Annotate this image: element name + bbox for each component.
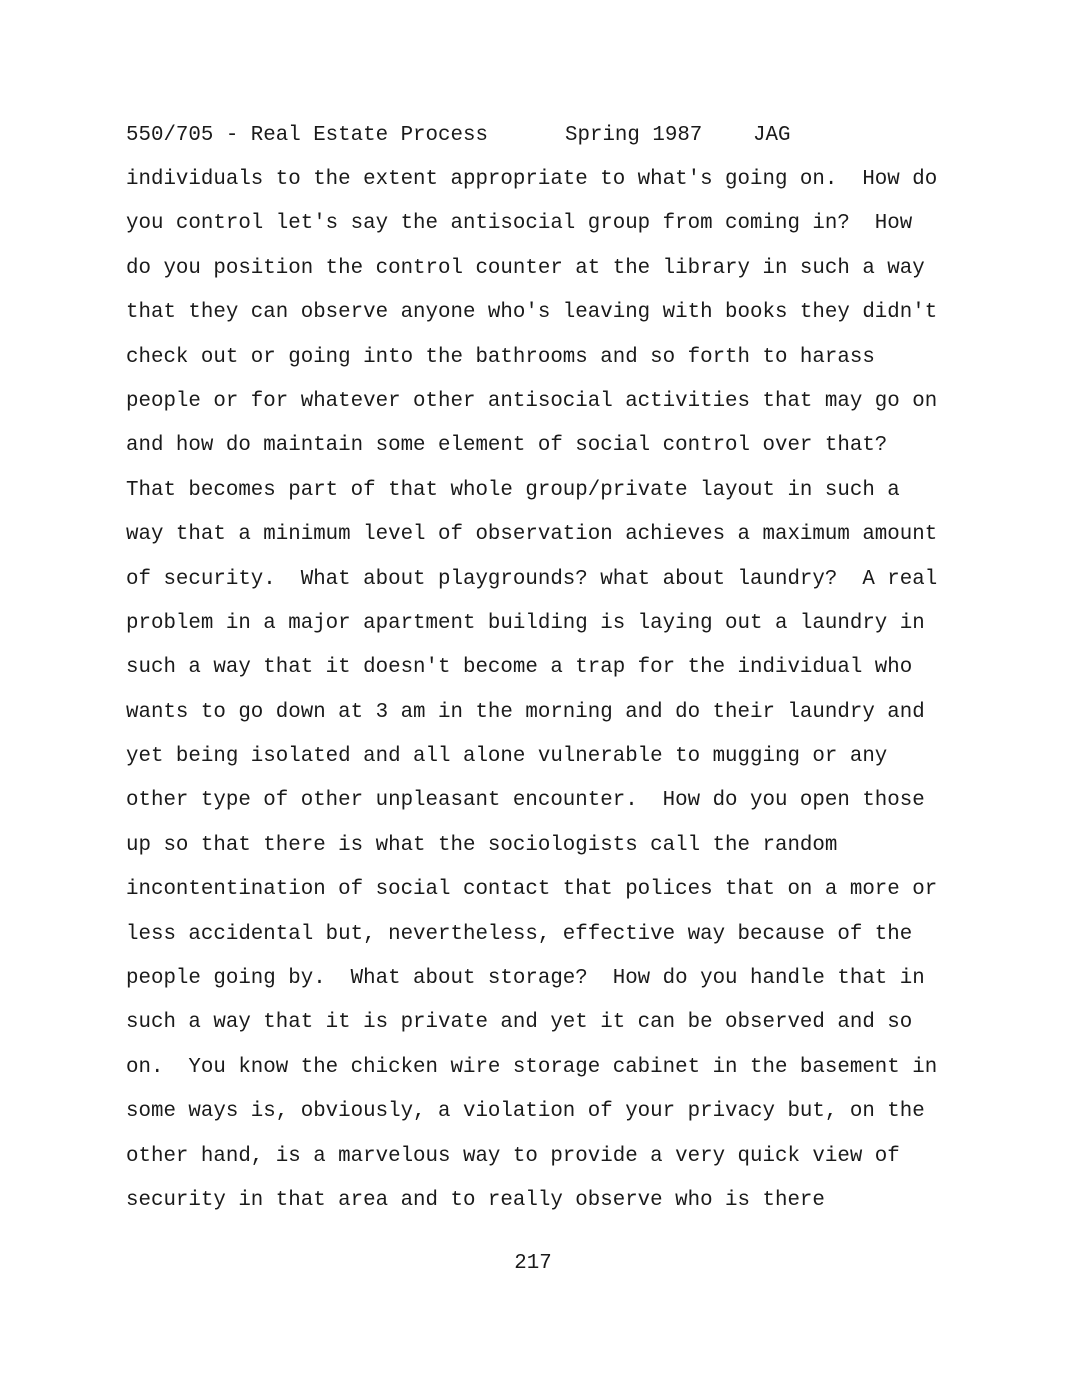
text-line: and how do maintain some element of social control over that? [126,434,888,458]
text-line: other type of other unpleasant encounter. How do you open those [126,789,925,813]
text-line: of security. What about playgrounds? what about laundry? A real [126,567,938,591]
text-line: That becomes part of that whole group/private layout in such a [126,478,900,502]
text-line: individuals to the extent appropriate to what's going on. How do [126,168,938,191]
text-line: wants to go down at 3 am in the morning and do their laundry and [126,700,925,724]
page-number: 217 [514,1252,552,1275]
text-line: people or for whatever other antisocial activities that may go on [126,389,938,413]
text-line: on. You know the chicken wire storage cabinet in the basement in [126,1055,938,1079]
text-line: problem in a major apartment building is laying out a laundry in [126,611,925,635]
text-line: do you position the control counter at the library in such a way [126,256,925,280]
text-line: check out or going into the bathrooms and so forth to harass [126,345,875,369]
text-line: up so that there is what the sociologists call the random [126,833,838,857]
text-line: such a way that it doesn't become a trap for the individual who [126,656,913,680]
text-line: less accidental but, nevertheless, effective way because of the [126,922,913,946]
text-line: such a way that it is private and yet it can be observed and so [126,1011,913,1035]
text-line: people going by. What about storage? How do you handle that in [126,967,925,991]
text-line: some ways is, obviously, a violation of your privacy but, on the [126,1100,925,1124]
text-line: incontentination of social contact that polices that on a more or [126,878,938,902]
text-line: yet being isolated and all alone vulnerable to mugging or any [126,745,888,769]
page-header [126,122,791,150]
header-term: Spring 1987 [565,124,703,147]
text-line: other hand, is a marvelous way to provide a very quick view of [126,1144,900,1168]
text-line: that they can observe anyone who's leaving with books they didn't [126,301,938,325]
header-initials: JAG [753,124,791,147]
transcript-body [126,166,956,1231]
header-course: 550/705 - Real Estate Process [126,124,488,147]
text-line: you control let's say the antisocial group from coming in? How [126,212,913,236]
text-line: way that a minimum level of observation achieves a maximum amount [126,523,938,547]
text-line: security in that area and to really observe who is there [126,1188,825,1212]
